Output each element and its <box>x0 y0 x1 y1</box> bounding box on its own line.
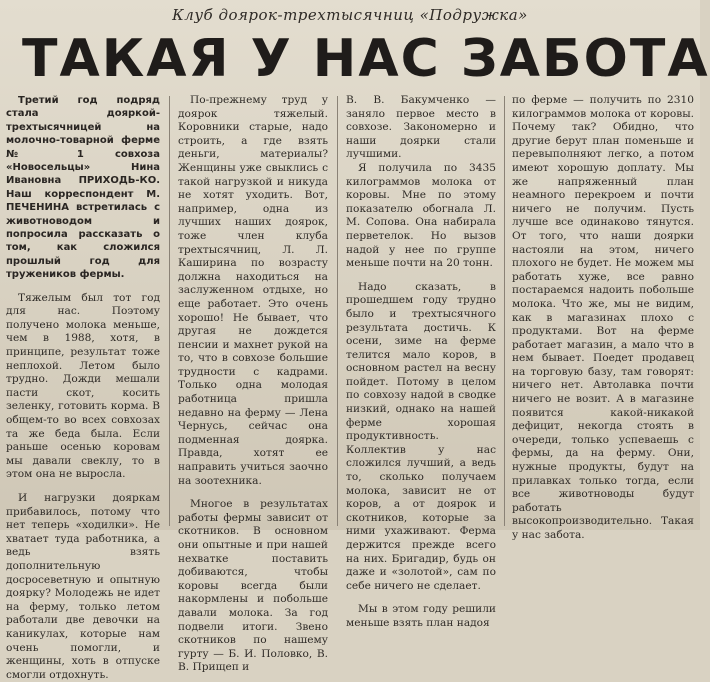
paragraph: И нагрузки дояркам прибавилось, потому что нет теперь «ходилки». Не хватает туда работника, а ведь взять дополнительную досросеветную и опытную доярку? Молодежь не идет на ферму, только летом работали две девочки на каникулах, которые нам очень помогли, и женщины, хоть в отпуске смогли отдохнуть. <box>6 492 160 681</box>
paragraph: Надо сказать, в прошедшем году трудно было и трехтысячного результата достичь. К осени, зиме на ферме телится мало коров, в основном растел на весну пойдет. Потому в целом по совхозу надой в сводке низкий, однако на нашей ферме хорошая продуктивность. Коллектив у нас сложился лучший, а ведь то, сколько получаем молока, зависит не от коров, а от доярок и скотников, которые за ними ухаживают. Ферма держится прежде всего на них. Бригадир, будь он даже и «золотой», сам по себе ничего не сделает. <box>346 280 496 592</box>
paragraph: Многое в результатах работы фермы зависит от скотников. В основном они опытные и при нашей нехватке поставить добиваются, чтобы коровы всегда были накормлены и побольше давали молока. За год подвели итоги. Звено скотников по нашему гурту — Б. И. Половко, В. В. Прищеп и <box>178 498 328 674</box>
paragraph: Я получила по 3435 килограммов молока от коровы. Мне по этому показателю обогнала Л. М. Сопова. Она набирала перветелок. Но вызов надой у нее по группе меньше почти на 20 тонн. <box>346 161 496 270</box>
paragraph: по ферме — получить по 2310 килограммов молока от коровы. Почему так? Обидно, что другие берут план поменьше и перевыполняют легко, а потом имеют хорошую доплату. Мы же напряженный план неамного перекроем и почти ничего не получим. Пусть лучше все одинаково тянутся. От того, что наши доярки настояли на этом, ничего плохого не будет. Не можем мы работать хуже, все равно постараемся надоить побольше молока. Что же, мы не видим, как в магазинах плохо с продуктами. Вот на ферме работает магазин, а мало что в нем бывает. Поедет продавец на торговую базу, там говорят: ничего нет. Автолавка почти ничего не возит. А в магазине появится какой-никакой дефицит, некогда стоять в очереди, только успеваешь с фермы, да на ферму. Они, нужные продукты, будут на прилавках только тогда, если все животноводы будут работать высокопроизводительно. Такая у нас забота. <box>512 94 694 541</box>
column-rule <box>504 96 505 526</box>
paragraph: В. В. Бакумченко — заняло первое место в совхозе. Закономерно и наши доярки стали лучшими. <box>346 94 496 161</box>
rubric-title: Клуб доярок-трехтысячниц «Подружка» <box>172 6 528 24</box>
article-column-4 <box>512 94 694 541</box>
paragraph: По-прежнему труд у доярок тяжелый. Коровники старые, надо строить, а где взять деньги, материалы? Женщины уже свыклись с такой нагрузкой и никуда не хотят уходить. Вот, например, одна из лучших наших доярок, тоже член клуба трехтысячниц, Л. Л. Каширина по возрасту должна находиться на заслуженном отдыхе, но еще работает. Это очень хорошо! Не бывает, что другая не дождется пенсии и махнет рукой на то, что в совхозе большие трудности с кадрами. Только одна молодая работница пришла недавно на ферму — Лена Чернусь, сейчас она подменная доярка. Правда, хотят ее направить учиться заочно на зоотехника. <box>178 94 328 487</box>
paragraph: Мы в этом году решили меньше взять план надоя <box>346 603 496 629</box>
article-column-3 <box>346 94 496 629</box>
lead-paragraph: Третий год подряд стала дояркой-трехтысячницей на молочно-товарной ферме № 1 совхоза «Новосельцы» Нина Ивановна ПРИХОДЬ-КО. Наш корреспондент М. ПЕЧЕНИНА встретилась с животноводом и попросила рассказать о том, как сложился прошлый год для тружеников фермы. <box>6 95 160 281</box>
article-column-1 <box>6 94 160 681</box>
paragraph: Тяжелым был тот год для нас. Поэтому получено молока меньше, чем в 1988, хотя, в принципе, результат тоже неплохой. Летом было трудно. Дожди мешали пасти скот, косить зеленку, готовить корма. В общем-то во всех совхозах та же беда была. Если раньше осенью коровам мы давали свеклу, то в этом она не выросла. <box>6 291 160 481</box>
article-column-2 <box>178 94 328 674</box>
headline: ТАКАЯ У НАС ЗАБОТА <box>22 29 710 89</box>
column-rule <box>169 96 170 526</box>
column-rule <box>337 96 338 526</box>
